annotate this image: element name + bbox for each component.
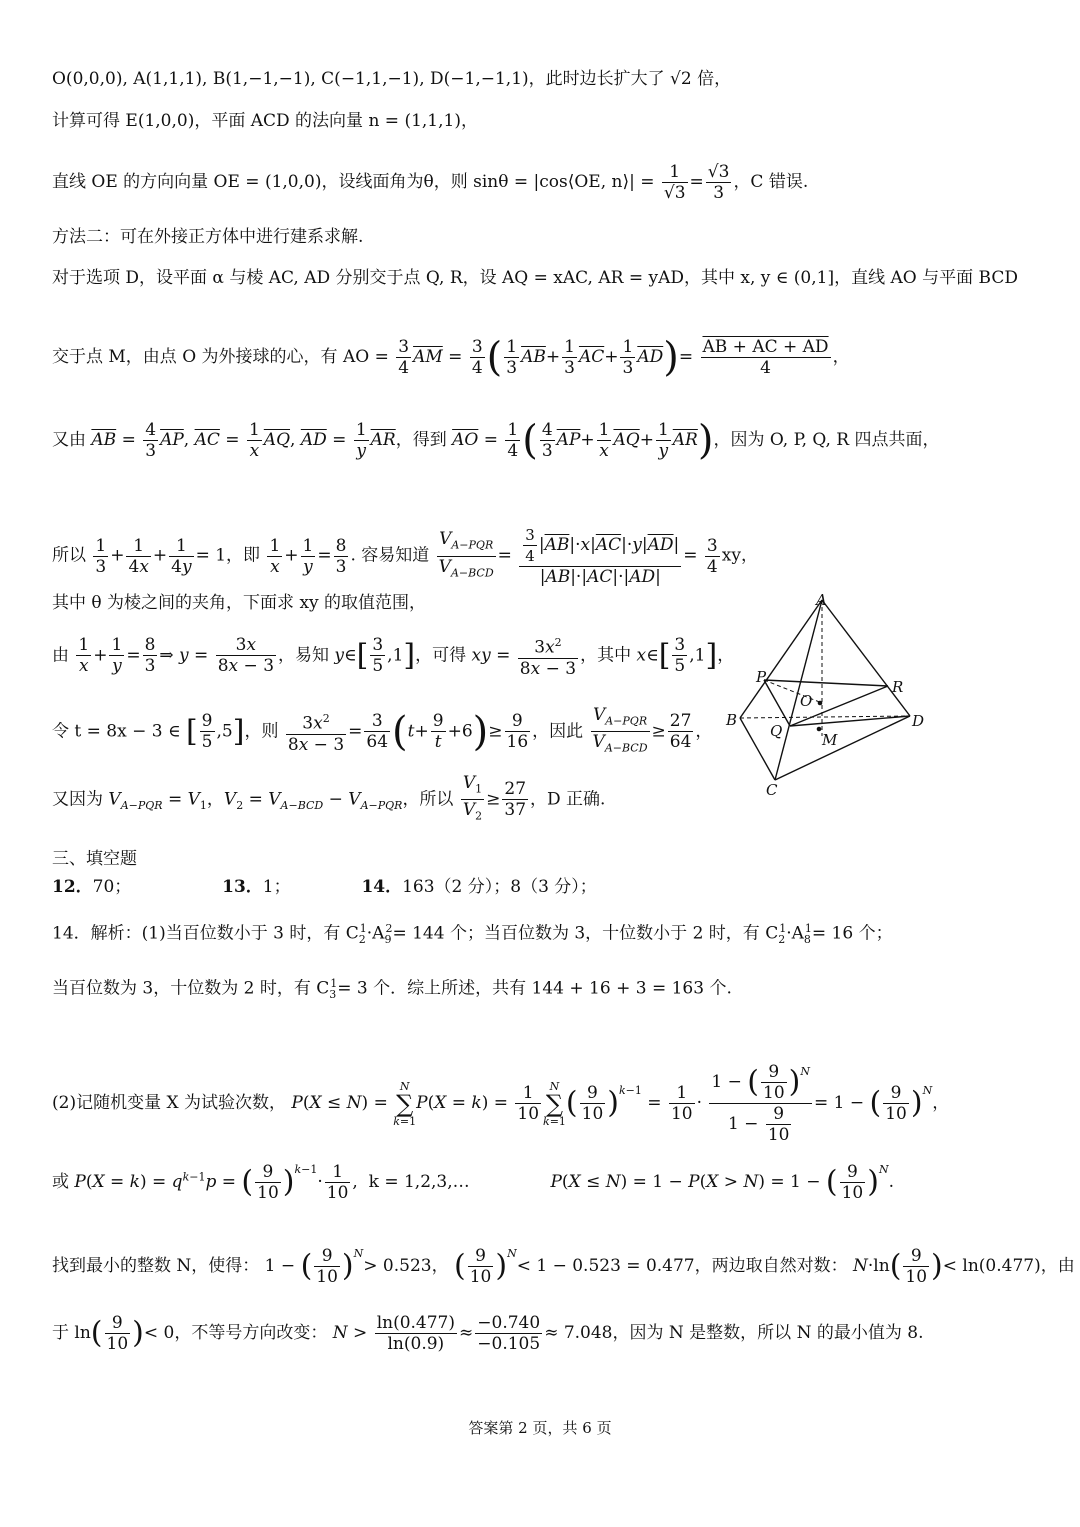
q14-part1c: 当百位数为 3，十位数为 2 时，有 $C_3^1= 3$ 个．综上所述，共有 144 + 16 + 3 = 163 个. — [52, 977, 732, 1002]
lt-val: < 1 − 0.523 = 0.477，两边取自然对数： — [516, 1256, 848, 1276]
theta-note: 其中 θ 为棱之间的夹角，下面求 xy 的取值范围， — [52, 593, 427, 613]
coords-line — [52, 68, 731, 90]
ao-den: 4 — [760, 358, 771, 378]
frac-sum-4 — [701, 337, 831, 378]
frac2-den: 3 — [713, 183, 725, 203]
qizhong: ，其中 — [580, 645, 632, 666]
scale-note: ，此时边长扩大了 — [528, 69, 665, 89]
yizhi: ，易知 — [278, 645, 330, 666]
youyou-prefix: 又由 — [52, 430, 86, 450]
intersect-line: 交于点 M，由点 O 为外接球的心，有 AO = $\frac{3}{4}$ $\overline{AM}$ = $\frac{3}{4}$ ( $\frac{1}{3}$ $\overline{AB}+$ $\frac{1}{3}$ $\overline{AC}+$ $\frac{1}{3}$ $\overline{AD})=$ $\frac{AB + AC + AD}{4}$ ， — [52, 334, 850, 381]
calc-e-line: 计算可得 E(1,0,0)，平面 ACD 的法向量 n = (1,1,1)， — [52, 111, 478, 131]
frac-3-4: $\frac{3}{4}$ — [398, 337, 410, 378]
gt-val: > 0.523， — [363, 1256, 449, 1276]
part1-c: 当百位数为 3，十位数为 2 时，有 — [52, 978, 311, 999]
a12-val: 70； — [92, 877, 132, 897]
part1-c-val: = 3 个．综上所述，共有 144 + 16 + 3 = 163 个. — [337, 978, 732, 999]
q14-part2: (2)记随机变量 X 为试验次数， P(X ≤ N) = N ∑ k=1P(X = k) = $\frac{1}{10}$ N ∑ k=1( $\frac{9}{10}$ )$^{k-1}$ = $\frac{1}{10}$ · 1 − ( $\frac{9}{10}$ )$^N$ 1 − $\frac{9}{10}$ = 1 − ( $\frac{9}{10}$ )$^N$， — [52, 1062, 950, 1145]
find-line: 找到最小的整数 N，使得： 1 − ( $\frac{9}{10}$ )$^N$> 0.523， ( $\frac{9}{10}$ )$^N$< 1 − 0.523 = 0.477，两边取自然对数： N·ln( $\frac{9}{10}$ )< ln(0.477)，由 — [52, 1246, 1075, 1287]
frac-sqrt3-3 — [706, 162, 732, 203]
from-line: 由 $\frac{1}{x}$ + $\frac{1}{y}$ = $\frac{8}{3}$ ⇒ y = $\frac{3x}{8x - 3}$ ，易知 y∈[ $\frac{3}{5}$ ,1]，可得 xy = $\frac{3x^2}{8x - 3}$ ，其中 x∈[ $\frac{3}{5}$ ,1]， — [52, 633, 734, 679]
label-a: A — [816, 591, 827, 609]
final-mid: ，所以 — [402, 789, 454, 810]
answers-line — [52, 876, 597, 898]
a13-num: 13． — [222, 877, 263, 897]
frac-one-sqrt3 — [662, 162, 688, 203]
ling: 令 t = 8x − 3 ∈ — [52, 721, 181, 742]
find-prefix: 找到最小的整数 N，使得： — [52, 1256, 260, 1276]
label-b: B — [726, 711, 738, 729]
kede: ，可得 — [415, 645, 467, 666]
final-suffix: ，D 正确. — [530, 789, 606, 810]
part1-a-val: = 144 个；当百位数为 3，十位数小于 2 时，有 — [392, 923, 760, 944]
frac2-num: √3 — [707, 162, 730, 182]
sqrt2: √2 — [670, 69, 692, 89]
coords: O(0,0,0), A(1,1,1), B(1,−1,−1), C(−1,1,−1), D(−1,−1,1) — [52, 69, 529, 89]
part1-a: 14．解析：(1)当百位数小于 3 时，有 — [52, 923, 341, 944]
label-r: R — [892, 678, 904, 696]
result-xy: xy， — [721, 545, 758, 566]
ze: ，则 — [244, 721, 279, 742]
approx-den: −0.105 — [477, 1334, 541, 1354]
section3-heading: 三、填空题 — [52, 849, 137, 869]
yu: 于 — [52, 1323, 69, 1343]
or-prefix: 或 — [52, 1172, 69, 1192]
yu-line: 于 ln( $\frac{9}{10}$ )< 0，不等号方向改变： N > $\frac{\ln(0.477)}{\ln(0.9)}$ ≈ $\frac{-0.740}{-0.105}$ ≈ 7.048，因为 N 是整数，所以 N 的最小值为 8. — [52, 1313, 924, 1354]
times: 倍， — [697, 69, 732, 89]
label-p: P — [756, 668, 767, 686]
method2-title: 方法二：可在外接正方体中进行建系求解. — [52, 227, 364, 247]
a14-num: 14． — [361, 877, 403, 897]
or-line: 或 $P(X = k) = q^{k-1}p$ = ( $\frac{9}{10}$ )$^{k-1}$· $\frac{1}{10}$ , k = 1,2,3,… P(X ≤ N) = 1 − P(X > N) = 1 − ( $\frac{9}{10}$ )$^N$. — [52, 1162, 894, 1203]
ling-line: 令 t = 8x − 3 ∈ [ $\frac{9}{5}$ ,5]，则 $\frac{3x^2}{8x - 3}$ = $\frac{3}{64}$ (t+ $\frac{9}{t}$ +6)≥ $\frac{9}{16}$ ，因此 $V_{A-PQR}$ $V_{A-BCD}$ ≥ $\frac{27}{64}$ ， — [52, 705, 713, 755]
intersect-prefix: 交于点 M，由点 O 为外接球的心，有 AO = — [52, 347, 389, 367]
easy-know: . 容易知道 — [350, 545, 430, 566]
final-prefix: 又因为 — [52, 789, 103, 810]
k-range: k = 1,2,3,… — [368, 1172, 470, 1192]
label-q: Q — [770, 722, 783, 740]
conclusion-c: ，C 错误. — [733, 172, 809, 192]
part1-b-val: = 16 个； — [811, 923, 893, 944]
label-o: O — [800, 692, 813, 710]
from: 由 — [52, 645, 69, 666]
a13-val: 1； — [262, 877, 291, 897]
yinci: ，因此 — [532, 721, 584, 742]
frac1-den: √3 — [663, 183, 686, 203]
option-d: 对于选项 D，设平面 α 与棱 AC, AD 分别交于点 Q, R，设 AQ = xAC, AR = yAD，其中 x, y ∈ (0,1]，直线 AO 与平面 BCD — [52, 268, 1018, 288]
final-line: 又因为 $V_{A-PQR} = V_1$，$V_2 = V_{A-BCD} - V_{A-PQR}$，所以 $\frac{V_1}{V_2}$ ≥ $\frac{27}{37}$ ，D 正确. — [52, 773, 606, 823]
suoyi: 所以 — [52, 545, 86, 566]
line-oe: 直线 OE 的方向向量 OE = (1,0,0)，设线面角为θ，则 sinθ = |cos⟨OE, n⟩| = $\frac{1}{√3}$ = $\frac{√3}{3}$ ，C 错误. — [52, 162, 809, 203]
a12-num: 12． — [52, 877, 93, 897]
eq1: = 1，即 — [195, 545, 261, 566]
tetrahedron-figure — [720, 588, 940, 803]
approx2: ≈ 7.048，因为 N 是整数，所以 N 的最小值为 8. — [544, 1323, 924, 1343]
label-c: C — [766, 781, 778, 799]
youyou-line: 又由 $\overline{AB}$ = $\frac{4}{3}$ $\overline{AP}$, $\overline{AC}$ = $\frac{1}{x}$ $\overline{AQ}$, $\overline{AD}$ = $\frac{1}{y}$ $\overline{AR}$，得到 $\overline{AO}$ = $\frac{1}{4}$ ( $\frac{4}{3}$ $\overline{AP}+$ $\frac{1}{x}$ $\overline{AQ}+$ $\frac{1}{y}$ $\overline{AR}$)，因为 O, P, Q, R 四点共面， — [52, 417, 940, 464]
approx-num: −0.740 — [477, 1313, 541, 1333]
ln-val: < ln(0.477)，由 — [942, 1256, 1075, 1276]
lt0: < 0，不等号方向改变： — [143, 1323, 328, 1343]
line-oe-prefix: 直线 OE 的方向向量 OE = (1,0,0)，设线面角为θ，则 sinθ = |cos⟨OE, n⟩| = — [52, 172, 655, 192]
coplanar: ，因为 O, P, Q, R 四点共面， — [713, 430, 940, 450]
label-m: M — [822, 731, 838, 749]
q14-part1: 14．解析：(1)当百位数小于 3 时，有 $C_2^1\cdot A_9^2= 144$ 个；当百位数为 3，十位数小于 2 时，有 $C_2^1\cdot A_8^1= 16$ 个； — [52, 922, 893, 947]
frac1-num: 1 — [662, 162, 688, 183]
ao-sum: AB + AC + AD — [702, 337, 829, 357]
part2-prefix: (2)记随机变量 X 为试验次数， — [52, 1093, 286, 1113]
a14-val: 163（2 分）；8（3 分）； — [402, 877, 597, 897]
page-footer: 答案第 2 页，共 6 页 — [468, 1419, 612, 1437]
label-d: D — [912, 712, 925, 730]
suoyi-line: 所以 $\frac{1}{3}$ + $\frac{1}{4x}$ + $\frac{1}{4y}$ = 1，即 $\frac{1}{x}$ + $\frac{1}{y}$ = $\frac{8}{3}$ . 容易知道 $V_{A-PQR}$ $V_{A-BCD}$ = $\frac{3}{4}$ $|\overline{AB}|\cdot x|\overline{AC}|\cdot y|\overline{AD}|$ $|\overline{AB}|\cdot|\overline{AC}|\cdot|\overline{AD}|$ = $\frac{3}{4}$ xy， — [52, 526, 758, 587]
